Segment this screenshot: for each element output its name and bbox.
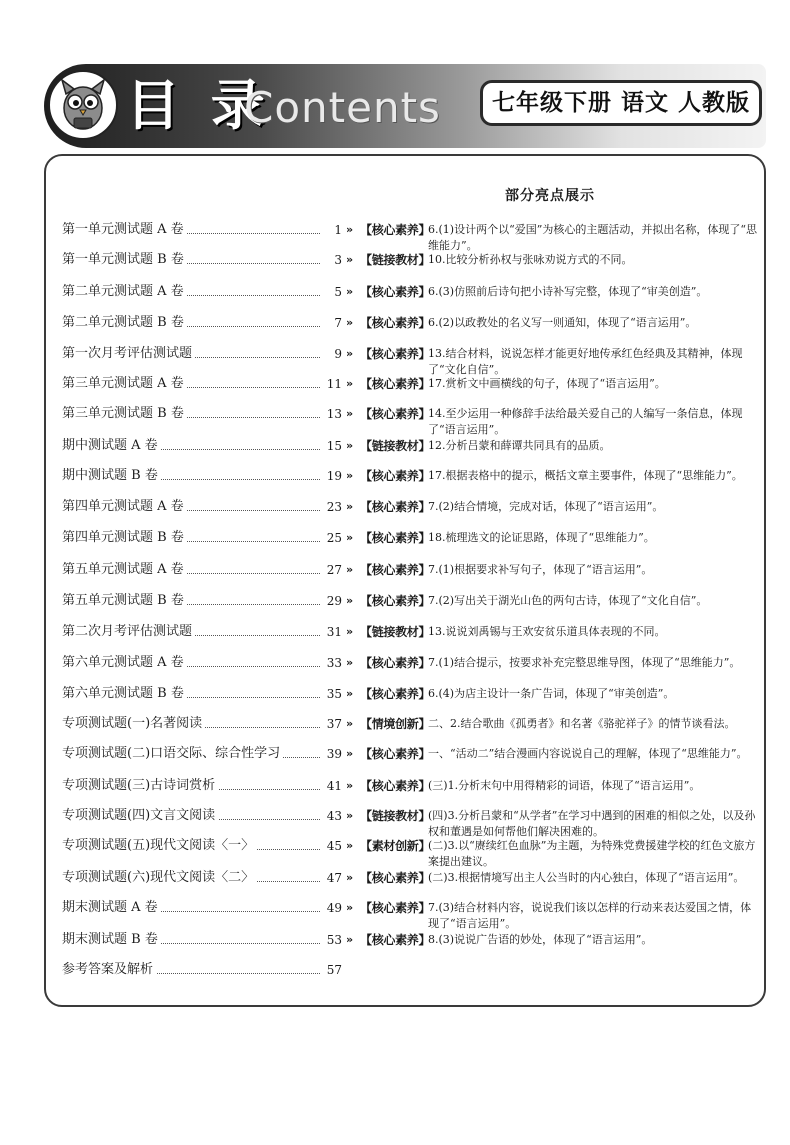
toc-entry-title [62, 220, 340, 240]
toc-entry-name: 第六单元测试题 A 卷 [62, 655, 187, 670]
highlight-tag: 【素材创新】 [360, 839, 431, 853]
highlight-tag: 【核心素养】 [360, 407, 431, 421]
double-arrow-icon: » [346, 223, 351, 236]
double-arrow-icon: » [346, 407, 351, 420]
highlight-text: 17.根据表格中的提示，概括文章主要事件，体现了“思维能力”。 [428, 469, 743, 482]
page-title: 目 录 [126, 74, 271, 137]
highlight-text: 7.(3)结合材料内容，说说我们该以怎样的行动来表达爱国之情，体现了“语言运用”。 [428, 901, 752, 930]
highlight-tag: 【链接教材】 [360, 625, 431, 639]
double-arrow-icon: » [346, 747, 351, 760]
toc-entry-page: 45 [320, 836, 342, 856]
highlight-tag: 【核心素养】 [360, 377, 431, 391]
toc-entry-title [62, 836, 340, 856]
toc-entry-name: 期中测试题 A 卷 [62, 438, 161, 453]
double-arrow-icon: » [346, 839, 351, 852]
highlight-text: 10.比较分析孙权与张咏劝说方式的不同。 [428, 253, 633, 266]
highlight-tag: 【核心素养】 [360, 747, 431, 761]
toc-entry-title [62, 250, 340, 270]
highlight-tag: 【核心素养】 [360, 901, 431, 915]
highlight-tag: 【链接教材】 [360, 253, 431, 267]
toc-entry-page: 35 [320, 684, 342, 704]
toc-entry-name: 第六单元测试题 B 卷 [62, 686, 187, 701]
highlight-text: 一、“活动二”结合漫画内容说说自己的理解，体现了“思维能力”。 [428, 747, 748, 760]
toc-entry-page: 23 [320, 497, 342, 517]
double-arrow-icon: » [346, 377, 351, 390]
toc-entry-name: 第二单元测试题 B 卷 [62, 315, 187, 330]
highlight-text: 6.(1)设计两个以“爱国”为核心的主题活动，并拟出名称，体现了“思维能力”。 [428, 223, 757, 252]
toc-entry-name: 第二次月考评估测试题 [62, 624, 195, 639]
highlight-tag: 【核心素养】 [360, 871, 431, 885]
highlight-tag: 【核心素养】 [360, 779, 431, 793]
double-arrow-icon: » [346, 594, 351, 607]
double-arrow-icon: » [346, 469, 351, 482]
highlight-text: 18.梳理选文的论证思路，体现了“思维能力”。 [428, 531, 655, 544]
highlight-text: (四)3.分析吕蒙和“从学者”在学习中遇到的困难的相似之处，以及孙权和董遇是如何帮他们解决困难的。 [428, 809, 756, 838]
toc-entry-page: 25 [320, 528, 342, 548]
highlight-text: 13.说说刘禹锡与王欢安贫乐道具体表现的不同。 [428, 625, 666, 638]
toc-entry-title [62, 622, 340, 642]
toc-entry-title [62, 930, 340, 950]
grade-badge: 七年级下册 语文 人教版 [480, 80, 762, 126]
toc-entry-page: 53 [320, 930, 342, 950]
owl-mascot-icon [50, 72, 116, 138]
page-title-english: Contents [244, 83, 441, 132]
toc-entry-name: 第一单元测试题 B 卷 [62, 252, 187, 267]
toc-entry-title [62, 466, 340, 486]
toc-entry-title [62, 528, 340, 548]
toc-entry-title [62, 684, 340, 704]
toc-entry-page: 37 [320, 714, 342, 734]
toc-entry-title [62, 714, 340, 734]
double-arrow-icon: » [346, 253, 351, 266]
highlight-tag: 【链接教材】 [360, 439, 431, 453]
highlight-text: 17.赏析文中画横线的句子，体现了“语言运用”。 [428, 377, 666, 390]
toc-entry-page: 13 [320, 404, 342, 424]
highlight-tag: 【核心素养】 [360, 347, 431, 361]
highlight-tag: 【核心素养】 [360, 500, 431, 514]
toc-entry-title [62, 744, 340, 764]
highlight-tag: 【链接教材】 [360, 809, 431, 823]
toc-entry-title [62, 404, 340, 424]
double-arrow-icon: » [346, 439, 351, 452]
toc-entry-page: 49 [320, 898, 342, 918]
toc-entry-page: 27 [320, 560, 342, 580]
double-arrow-icon: » [346, 347, 351, 360]
toc-entry-name: 第一单元测试题 A 卷 [62, 222, 187, 237]
highlight-text: 7.(2)写出关于湖光山色的两句古诗，体现了“文化自信”。 [428, 594, 708, 607]
toc-entry-title [62, 282, 340, 302]
highlight-text: 7.(1)结合提示，按要求补充完整思维导图，体现了“思维能力”。 [428, 656, 741, 669]
toc-entry-name: 第五单元测试题 A 卷 [62, 562, 187, 577]
toc-entry-name: 第三单元测试题 A 卷 [62, 376, 187, 391]
toc-entry-title [62, 898, 340, 918]
toc-entry-name: 第二单元测试题 A 卷 [62, 284, 187, 299]
toc-entry-name: 第一次月考评估测试题 [62, 346, 195, 361]
toc-entry-page: 29 [320, 591, 342, 611]
section-title: 部分亮点展示 [505, 188, 595, 204]
toc-entry-name: 专项测试题(五)现代文阅读〈一〉 [62, 838, 257, 853]
highlight-text: 6.(4)为店主设计一条广告词，体现了“审美创造”。 [428, 687, 675, 700]
toc-entry-page: 3 [320, 250, 342, 270]
highlight-text: 二、2.结合歌曲《孤勇者》和名著《骆驼祥子》的情节谈看法。 [428, 717, 736, 730]
toc-entry-name: 期中测试题 B 卷 [62, 468, 161, 483]
highlight-text: 14.至少运用一种修辞手法给最关爱自己的人编写一条信息，体现了“语言运用”。 [428, 407, 743, 436]
highlight-tag: 【核心素养】 [360, 594, 431, 608]
toc-entry-name: 专项测试题(四)文言文阅读 [62, 808, 218, 823]
highlight-tag: 【核心素养】 [360, 285, 431, 299]
highlight-text: 7.(1)根据要求补写句子，体现了“语言运用”。 [428, 563, 653, 576]
double-arrow-icon: » [346, 500, 351, 513]
highlight-tag: 【核心素养】 [360, 223, 431, 237]
mascot-logo [48, 70, 118, 140]
toc-entry-page: 41 [320, 776, 342, 796]
double-arrow-icon: » [346, 531, 351, 544]
toc-entry-page: 7 [320, 313, 342, 333]
toc-entry-name: 参考答案及解析 [62, 962, 156, 977]
highlight-tag: 【核心素养】 [360, 316, 431, 330]
toc-entry-name: 第四单元测试题 A 卷 [62, 499, 187, 514]
toc-entry-title [62, 436, 340, 456]
toc-entry-page: 47 [320, 868, 342, 888]
highlight-text: 7.(2)结合情境，完成对话，体现了“语言运用”。 [428, 500, 664, 513]
toc-entry-title [62, 497, 340, 517]
highlight-tag: 【核心素养】 [360, 469, 431, 483]
highlight-tag: 【核心素养】 [360, 656, 431, 670]
highlight-tag: 【核心素养】 [360, 933, 431, 947]
highlight-tag: 【情境创新】 [360, 717, 431, 731]
highlight-text: (二)3.以“赓续红色血脉”为主题，为特殊党费援建学校的红色文旅方案提出建议。 [428, 839, 756, 868]
toc-entry-title [62, 806, 340, 826]
double-arrow-icon: » [346, 316, 351, 329]
toc-entry-title [62, 313, 340, 333]
toc-entry-page: 33 [320, 653, 342, 673]
highlight-text: 6.(3)仿照前后诗句把小诗补写完整，体现了“审美创造”。 [428, 285, 708, 298]
toc-entry-name: 第四单元测试题 B 卷 [62, 530, 187, 545]
highlight-text: (二)3.根据情境写出主人公当时的内心独白，体现了“语言运用”。 [428, 871, 745, 884]
toc-entry-title [62, 960, 340, 980]
toc-entry-title [62, 776, 340, 796]
toc-entry-page: 9 [320, 344, 342, 364]
highlight-tag: 【核心素养】 [360, 687, 431, 701]
highlight-text: 13.结合材料，说说怎样才能更好地传承红色经典及其精神，体现了“文化自信”。 [428, 347, 743, 376]
double-arrow-icon: » [346, 933, 351, 946]
toc-entry-page: 19 [320, 466, 342, 486]
double-arrow-icon: » [346, 871, 351, 884]
toc-entry-title [62, 560, 340, 580]
toc-entry-name: 专项测试题(二)口语交际、综合性学习 [62, 746, 283, 761]
double-arrow-icon: » [346, 901, 351, 914]
toc-entry-page: 5 [320, 282, 342, 302]
toc-entry-page: 11 [320, 374, 342, 394]
toc-entry-name: 期末测试题 A 卷 [62, 900, 161, 915]
highlight-text: 6.(2)以政教处的名义写一则通知，体现了“语言运用”。 [428, 316, 697, 329]
toc-entry-name: 专项测试题(一)名著阅读 [62, 716, 205, 731]
double-arrow-icon: » [346, 809, 351, 822]
toc-entry-page: 43 [320, 806, 342, 826]
highlight-tag: 【核心素养】 [360, 531, 431, 545]
double-arrow-icon: » [346, 285, 351, 298]
toc-entry-title [62, 374, 340, 394]
toc-entry-title [62, 344, 340, 364]
double-arrow-icon: » [346, 563, 351, 576]
toc-entry-page: 31 [320, 622, 342, 642]
toc-entry-page: 15 [320, 436, 342, 456]
toc-entry-name: 专项测试题(三)古诗词赏析 [62, 778, 218, 793]
double-arrow-icon: » [346, 717, 351, 730]
highlight-text: (三)1.分析末句中用得精彩的词语，体现了“语言运用”。 [428, 779, 701, 792]
highlight-tag: 【核心素养】 [360, 563, 431, 577]
double-arrow-icon: » [346, 779, 351, 792]
toc-entry-title [62, 868, 340, 888]
toc-entry-title [62, 591, 340, 611]
toc-entry-page: 1 [320, 220, 342, 240]
toc-entry-page: 57 [320, 960, 342, 980]
toc-entry-title [62, 653, 340, 673]
toc-entry-name: 第五单元测试题 B 卷 [62, 593, 187, 608]
toc-entry-name: 第三单元测试题 B 卷 [62, 406, 187, 421]
toc-entry-page: 39 [320, 744, 342, 764]
double-arrow-icon: » [346, 687, 351, 700]
highlight-text: 12.分析吕蒙和薛谭共同具有的品质。 [428, 439, 611, 452]
double-arrow-icon: » [346, 625, 351, 638]
double-arrow-icon: » [346, 656, 351, 669]
toc-entry-name: 期末测试题 B 卷 [62, 932, 161, 947]
highlight-text: 8.(3)说说广告语的妙处，体现了“语言运用”。 [428, 933, 653, 946]
toc-entry-name: 专项测试题(六)现代文阅读〈二〉 [62, 870, 257, 885]
